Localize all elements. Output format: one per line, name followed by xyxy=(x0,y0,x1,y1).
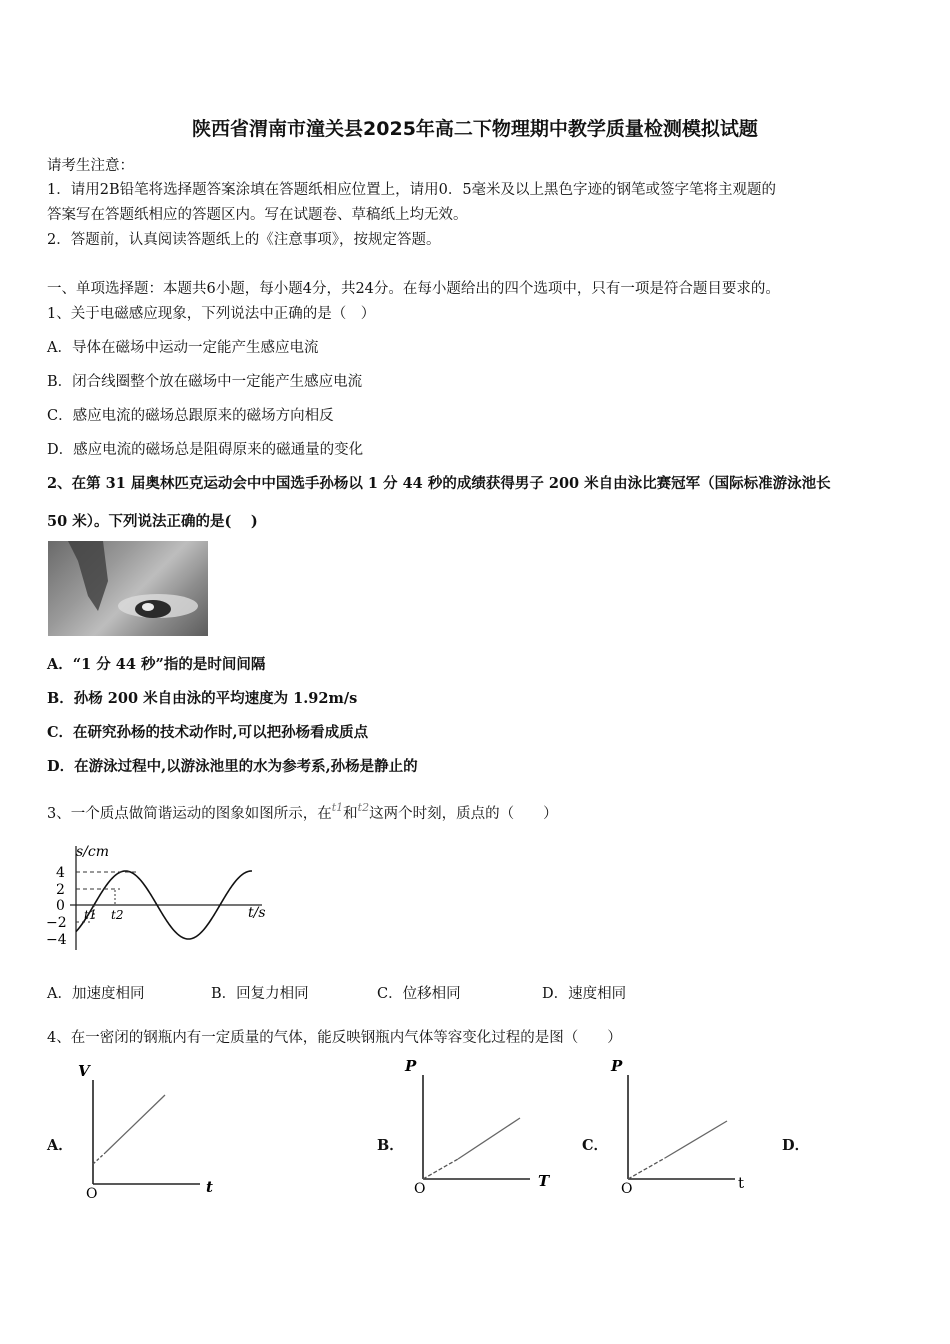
q1-option-a: A．导体在磁场中运动一定能产生感应电流 xyxy=(47,340,319,356)
q4-graph-c xyxy=(605,1055,765,1200)
q3-option-c: C．位移相同 xyxy=(377,986,461,1002)
shm-xlabel: t/s xyxy=(248,905,266,921)
shm-tick-m2: −2 xyxy=(46,915,67,931)
q4-c-xlabel: t xyxy=(738,1174,745,1192)
notice-line1: 1．请用2B铅笔将选择题答案涂填在答题纸相应位置上，请用0．5毫米及以上黑色字迹的钢笔或签字笔将主观题的 xyxy=(47,182,777,198)
q4-b-xlabel: T xyxy=(538,1172,550,1190)
q4-option-a: A． xyxy=(47,1137,73,1154)
q4-option-c: C． xyxy=(582,1137,609,1154)
q1-option-b: B．闭合线圈整个放在磁场中一定能产生感应电流 xyxy=(47,374,363,390)
q4-graph-a xyxy=(70,1060,230,1205)
q4-option-d: D． xyxy=(782,1137,810,1154)
q4-b-origin: O xyxy=(414,1181,426,1197)
shm-graph xyxy=(40,838,290,958)
q4-a-xlabel: t xyxy=(206,1178,213,1196)
swimmer-photo xyxy=(48,541,208,636)
q3-option-d: D．速度相同 xyxy=(542,986,627,1002)
q4-c-origin: O xyxy=(621,1181,633,1197)
q3-stem-a: 3、一个质点做简谐运动的图象如图所示，在 xyxy=(47,806,332,822)
q3-option-b: B．回复力相同 xyxy=(211,986,309,1002)
q4-a-origin: O xyxy=(86,1186,98,1202)
q2-option-d: D．在游泳过程中,以游泳池里的水为参考系,孙杨是静止的 xyxy=(47,758,418,775)
q2-stem-line1: 2、在第 31 届奥林匹克运动会中中国选手孙杨以 1 分 44 秒的成绩获得男子 200 米自由泳比赛冠军（国际标准游泳池长 xyxy=(47,475,831,492)
q4-b-ylabel: P xyxy=(405,1057,417,1075)
q2-option-b: B．孙杨 200 米自由泳的平均速度为 1.92m/s xyxy=(47,690,358,707)
shm-tick-4: 4 xyxy=(56,865,65,881)
q4-a-ylabel: V xyxy=(78,1062,90,1080)
q4-c-ylabel: P xyxy=(611,1057,623,1075)
q1-option-c: C．感应电流的磁场总跟原来的磁场方向相反 xyxy=(47,408,334,424)
q3-option-a: A．加速度相同 xyxy=(47,986,145,1002)
q3-t1: t1 xyxy=(331,801,344,814)
q1-option-d: D．感应电流的磁场总是阻碍原来的磁通量的变化 xyxy=(47,442,364,458)
shm-tick-0: 0 xyxy=(56,898,65,914)
notice-heading: 请考生注意： xyxy=(47,158,134,174)
q3-stem xyxy=(47,802,558,823)
shm-tick-m4: −4 xyxy=(46,932,67,948)
q2-stem-line2: 50 米）。下列说法正确的是( ) xyxy=(47,513,258,530)
q1-stem: 1、关于电磁感应现象，下列说法中正确的是（ ） xyxy=(47,306,376,322)
q4-option-b: B． xyxy=(377,1137,404,1154)
q2-option-a: A．“1 分 44 秒”指的是时间间隔 xyxy=(47,656,266,673)
q3-t2: t2 xyxy=(357,801,370,814)
shm-t1-label: t1 xyxy=(84,908,97,922)
notice-line1b: 答案写在答题纸相应的答题区内。写在试题卷、草稿纸上均无效。 xyxy=(47,207,468,223)
page-title: 陕西省渭南市潼关县2025年高二下物理期中教学质量检测模拟试题 xyxy=(192,118,758,140)
q2-option-c: C．在研究孙杨的技术动作时,可以把孙杨看成质点 xyxy=(47,724,369,741)
section-heading: 一、单项选择题：本题共6小题，每小题4分，共24分。在每小题给出的四个选项中，只有一项是符合题目要求的。 xyxy=(47,281,780,297)
q3-and: 和 xyxy=(343,806,358,822)
shm-ylabel: s/cm xyxy=(76,844,110,860)
q4-graph-b xyxy=(400,1055,560,1200)
q3-stem-b: 这两个时刻，质点的（ ） xyxy=(369,806,558,822)
notice-line2: 2．答题前，认真阅读答题纸上的《注意事项》，按规定答题。 xyxy=(47,232,441,248)
shm-tick-2: 2 xyxy=(56,882,65,898)
q4-stem: 4、在一密闭的钢瓶内有一定质量的气体，能反映钢瓶内气体等容变化过程的是图（ ） xyxy=(47,1030,622,1046)
shm-t2-label: t2 xyxy=(111,908,124,922)
